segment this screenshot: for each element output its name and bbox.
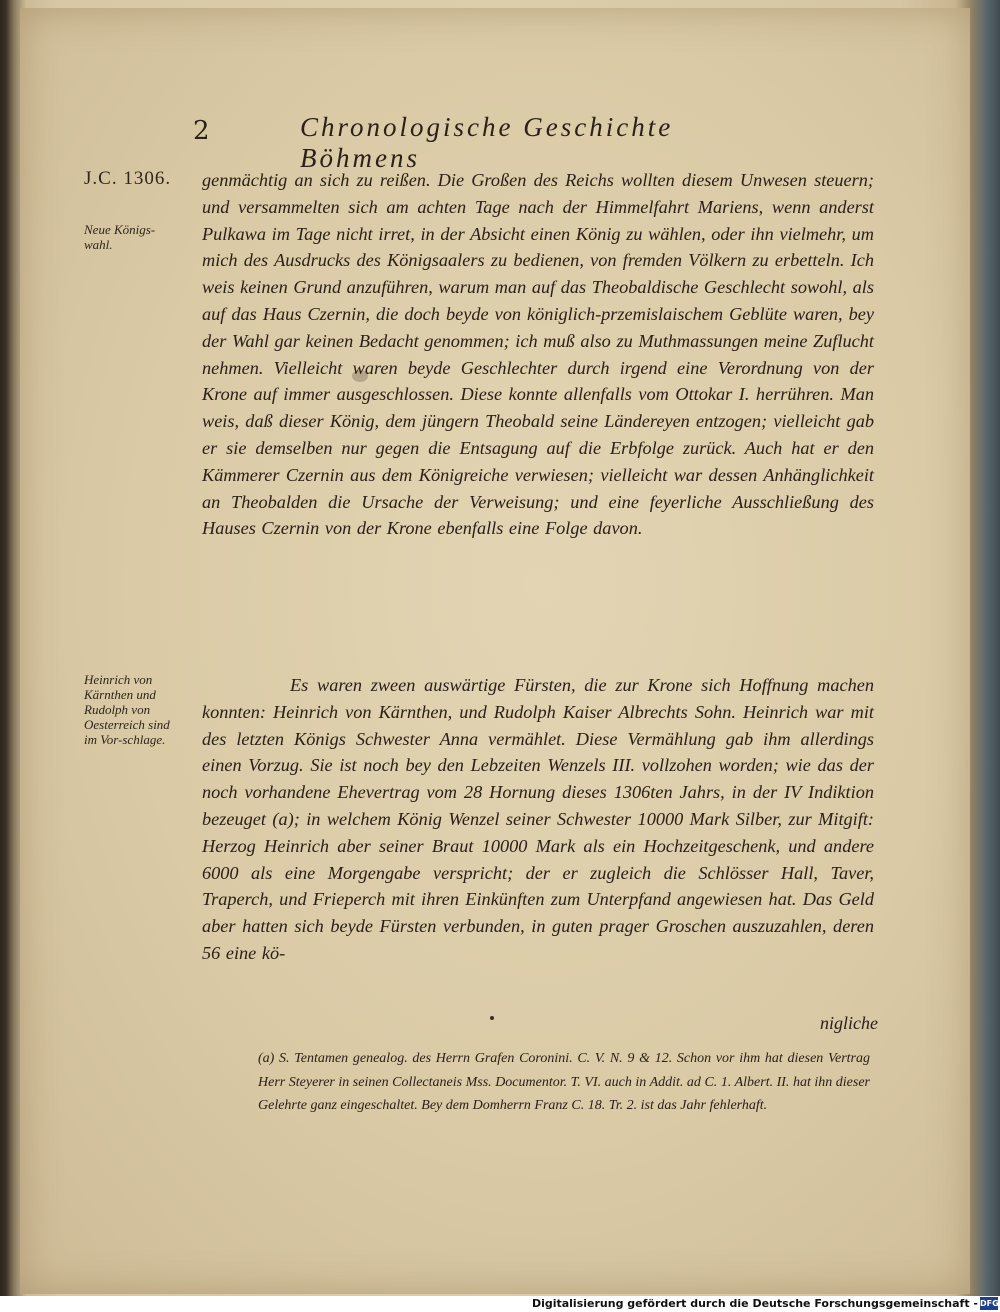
footnote: (a) S. Tentamen genealog. des Herrn Grafen Coronini. C. V. N. 9 & 12. Schon vor ihm hat diesen Vertrag Herr Steyerer in seinen Collectaneis Mss. Documentor. T. VI. auch in Addit. ad C. 1. Albert. II. hat ihn dieser Gelehrte ganz eingeschaltet. Bey dem Domherrn Franz C. 18. Tr. 2. ist das Jahr fehlerhaft.: [258, 1051, 870, 1113]
paragraph-1: genmächtig an sich zu reißen. Die Großen des Reichs wollten diesem Unwesen steuern; und versammelten sich am achten Tage nach der Himmelfahrt Mariens, wenn anderst Pulkawa im Tage nicht irret, in der Absicht einen König zu wählen, oder ihn vielmehr, um mich des Ausdrucks des Königsaalers zu bedienen, von fremden Völkern zu erbetteln. Ich weis keinen Grund anzuführen, warum man auf das Theobaldische Geschlecht sowohl, als auf das Haus Czernin, die doch beyde von königlich-przemislaischem Geblüte waren, bey der Wahl gar keinen Bedacht genommen; ich muß also zu Muthmassungen meine Zuflucht nehmen. Vielleicht waren beyde Geschlechter durch irgend eine Verordnung von der Krone auf immer ausgeschlossen. Diese konnte allenfalls vom Ottokar I. herrühren. Man weis, daß dieser König, dem jüngern Theobald seine Ländereyen entzogen; vielleicht gab er sie demselben nur gegen die Entsagung auf die Erbfolge zurück. Auch hat er den Kämmerer Czernin aus dem Königreiche verwiesen; vielleicht war dessen Anhänglichkeit an Theobalden die Ursache der Verweisung; und eine feyerliche Ausschließung des Hauses Czernin von der Krone ebenfalls eine Folge davon.: [202, 170, 874, 539]
page-number: 2: [193, 116, 210, 146]
paragraph-2: Es waren zween auswärtige Fürsten, die zur Krone sich Hoffnung machen konnten: Heinrich von Kärnthen, und Rudolph Kaiser Albrechts Sohn. Heinrich war mit des letzten Königs Schwester Anna vermählet. Diese Vermählung gab ihm allerdings einen Vorzug. Sie ist noch bey den Lebzeiten Wenzels III. vollzohen worden; wie das der noch vorhandene Ehevertrag vom 28 Hornung dieses 1306ten Jahrs, in der IV Indiktion bezeuget (a); in welchem König Wenzel seiner Schwester 10000 Mark Silber, zur Mitgift: Herzog Heinrich aber seiner Braut 10000 Mark als ein Hochzeitgeschenk, und andere 6000 als eine Morgengabe verspricht; der er zugleich die Schlösser Hall, Taver, Traperch, und Frieperch mit ihren Einkünften zum Unterpfand angewiesen hat. Das Geld aber hatten sich beyde Fürsten verbunden, in guten prager Groschen auszuzahlen, deren 56 eine kö-: [202, 675, 874, 963]
funding-credit: Digitalisierung gefördert durch die Deutsche Forschungsgemeinschaft -: [531, 1297, 978, 1310]
catchword: nigliche: [820, 1013, 878, 1033]
margin-note-candidates: Heinrich von Kärnthen und Rudolph von Oesterreich sind im Vor-schlage.: [84, 672, 170, 747]
running-title: Chronologische Geschichte Böhmens: [300, 112, 674, 173]
printer-dot: [490, 1016, 494, 1020]
dfg-logo-icon: DFG: [980, 1299, 999, 1308]
page-header: [0, 112, 1000, 173]
credit-bar: [0, 1296, 1000, 1312]
margin-year: J.C. 1306.: [84, 168, 172, 189]
margin-note-new-election: Neue Königs-wahl.: [84, 222, 156, 252]
